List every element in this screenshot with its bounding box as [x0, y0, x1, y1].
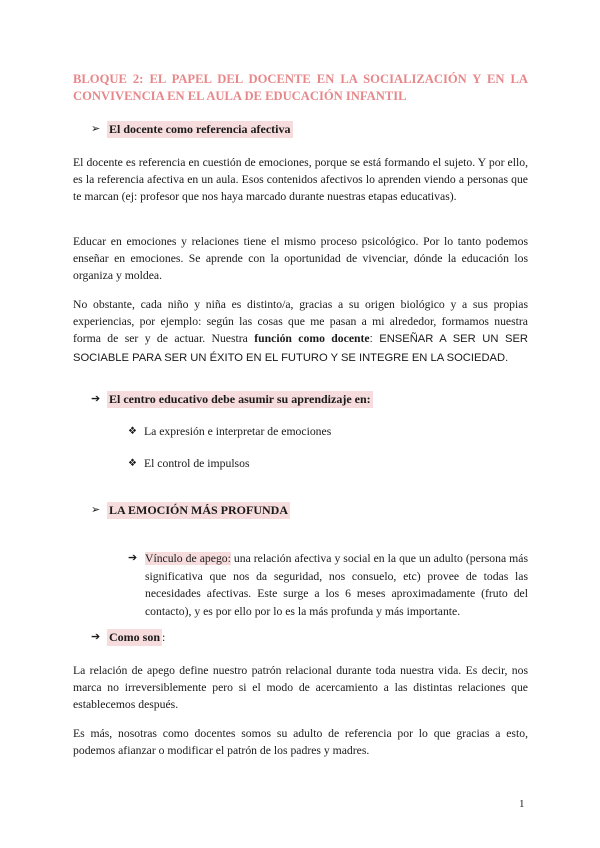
document-title: BLOQUE 2: EL PAPEL DEL DOCENTE EN LA SOCIALIZACIÓN Y EN LA CONVIVENCIA EN EL AULA DE EDUCACIÓN INFANTIL [73, 72, 528, 103]
vinculo-highlight: Vínculo de apego: [145, 552, 231, 565]
section-heading-text: El docente como referencia afectiva [109, 122, 291, 136]
arrow-right-icon: ➔ [91, 393, 101, 405]
section-heading-centro [91, 391, 373, 408]
section-heading-text: Como son [109, 630, 161, 644]
vinculo-description: una relación afectiva y social en la que un adulto (persona más significativa que nos da seguridad, nos consuelo, etc) provee de todas las necesidades afectivas. Este surge a los 6 meses aproximadamente (fruto del contacto), y es por ello por lo es la más profunda y más importante. [145, 552, 528, 618]
vinculo-item [128, 550, 528, 620]
paragraph-2: Educar en emociones y relaciones tiene el mismo proceso psicológico. Por lo tanto podemos enseñar en emociones. Se aprende con la oportunidad de vivenciar, dónde la educación los organiza y moldea. [73, 235, 528, 283]
vinculo-text [145, 550, 528, 620]
arrowhead-icon: ➢ [91, 504, 101, 516]
arrow-right-icon: ➔ [128, 552, 138, 564]
paragraph-4: La relación de apego define nuestro patrón relacional durante toda nuestra vida. Es decir, nos marca no irreversiblemente pero si el modo de acercamiento a las distintas relaciones que establecemos después. [73, 664, 528, 712]
paragraph-3-end: : ENSEÑAR A SER UN SER SOCIABLE PARA SER UN ÉXITO EN EL FUTURO Y SE INTEGRE EN LA SOCIEDAD. [73, 333, 528, 364]
diamond-bullet-icon: ❖ [128, 426, 137, 437]
section-heading-como-son [91, 629, 165, 646]
list-item [128, 423, 331, 440]
list-item [128, 455, 250, 472]
paragraph-3-start: No obstante, cada niño y niña es distinto/a, gracias a su origen biológico y a sus propias experiencias, por ejemplo: según las cosas que me pasan a mi alrededor, formamos nuestra forma de ser y de actuar. Nuestra [73, 298, 528, 346]
section-heading-text: El centro educativo debe asumir su aprendizaje en: [109, 392, 371, 406]
paragraph-3 [73, 296, 528, 367]
paragraph-5: Es más, nosotras como docentes somos su adulto de referencia por lo que gracias a esto, podemos afianzar o modificar el patrón de los padres y madres. [73, 727, 528, 758]
section-heading-docente [91, 121, 293, 138]
arrow-right-icon: ➔ [91, 631, 101, 643]
paragraph-1: El docente es referencia en cuestión de emociones, porque se está formando el sujeto. Y por ello, es la referencia afectiva en un aula. Esos contenidos afectivos lo aprenden viendo a personas que te marcan (ej: profesor que nos haya marcado durante nuestras etapas educativas). [73, 156, 528, 204]
list-item-text: La expresión e interpretar de emociones [144, 425, 332, 438]
diamond-bullet-icon: ❖ [128, 458, 137, 469]
arrowhead-icon: ➢ [91, 123, 101, 135]
section-heading-emocion [91, 502, 290, 519]
heading-colon: : [162, 630, 166, 644]
section-heading-text: LA EMOCIÓN MÁS PROFUNDA [109, 503, 288, 517]
list-item-text: El control de impulsos [144, 457, 250, 470]
page-number: 1 [519, 798, 525, 810]
paragraph-3-bold: función como docente [254, 332, 370, 346]
